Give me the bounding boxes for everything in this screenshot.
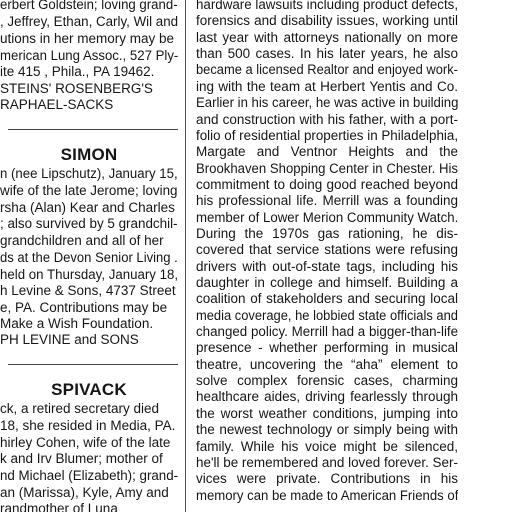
text-line: h Levine & Sons, 4737 Street <box>0 283 176 298</box>
text-line: 18, she resided in Media, PA. <box>0 418 176 433</box>
text-line: memory can be made to American Friends of <box>196 487 458 503</box>
text-line: randmother of Luna <box>0 501 118 512</box>
text-line: presence - whether performing in musical <box>196 340 458 356</box>
text-line: last year with attorneys nationally on more <box>196 29 458 45</box>
text-line: his professional life. Merrill was a founding <box>196 193 458 209</box>
text-line: Earlier in his career, he was active in building <box>196 95 458 111</box>
text-line: became a licensed Realtor and enjoyed work- <box>196 62 458 78</box>
text-line: utions in her memory may be <box>0 31 175 46</box>
text-line: During the 1970s gas rationing, he dis- <box>196 225 458 241</box>
text-line: hardware lawsuits including product defects, <box>196 0 458 12</box>
text-line: rsha (Alan) Kear and Charles <box>0 200 175 215</box>
text-line: nd Michael (Elizabeth); grand- <box>0 468 178 483</box>
funeral-home-line: STEINS' ROSENBERG'S <box>0 81 153 96</box>
text-line: solve complex forensic cases, charming <box>196 373 458 389</box>
text-line: ing with the team at Herbert Yentis and Co. <box>196 78 458 94</box>
text-line: covered that service stations were refusing <box>196 242 458 258</box>
obituary-divider <box>8 364 178 365</box>
text-line: drivers with out-of-state tags, including his <box>196 258 458 274</box>
text-line: ite 415 , Phila., PA 19462. <box>0 64 155 79</box>
text-line: n (nee Lipschutz), January 15, <box>0 166 178 181</box>
left-column <box>0 0 178 512</box>
text-line: and construction with his father, with a port- <box>196 111 458 127</box>
text-line: Make a Wish Foundation. <box>0 316 154 331</box>
text-line: ck, a retired secretary died <box>0 401 160 416</box>
text-line: daughter in college and himself. Building a <box>196 275 458 290</box>
right-column <box>196 0 458 512</box>
text-line: vices were private. Contributions in his <box>196 471 458 487</box>
text-line: held on Thursday, January 18, <box>0 267 178 282</box>
text-line: wife of the late Jerome; loving <box>0 183 178 198</box>
text-line: the worst weather conditions, jumping into <box>196 405 458 421</box>
text-line: member of Lower Merion Community Watch. <box>196 209 458 225</box>
obituary-heading: SPIVACK <box>51 380 127 399</box>
text-line: ds at the Devon Senior Living . <box>0 250 178 265</box>
text-line: merican Lung Assoc., 527 Ply- <box>0 48 178 63</box>
text-line: Brookhaven Shopping Center in Chester. His <box>196 160 458 176</box>
text-line: commitment to doing good reached beyond <box>196 176 458 192</box>
text-line: e, PA. Contributions may be <box>0 300 168 315</box>
funeral-home-line: RAPHAEL-SACKS <box>0 97 114 112</box>
text-line: he'll be remembered and loved forever. Ser- <box>196 454 458 470</box>
text-line: forensics and disability issues, working until <box>196 13 458 29</box>
text-line: k and Irv Blumer; mother of <box>0 451 163 466</box>
text-line: changed policy. Merrill had a bigger-than-life <box>196 324 458 339</box>
text-line: erbert Goldstein; loving grand- <box>0 0 178 12</box>
text-line: theatre, uncovering the “aha” element to <box>196 356 458 372</box>
text-line: the newest technology or simply being with <box>196 422 458 438</box>
column-rule <box>185 0 186 512</box>
text-line: coalition of stakeholders and securing local <box>196 291 458 307</box>
text-line: folio of residential properties in Philadelphia, <box>196 127 458 143</box>
obituary-heading: SIMON <box>60 145 118 164</box>
text-line: media coverage, he lobbied state officials and <box>196 307 458 323</box>
text-line: healthcare aides, driving fearlessly through <box>196 389 458 405</box>
funeral-home-line: PH LEVINE and SONS <box>0 332 139 347</box>
text-line: Margate and Ventnor Heights and the <box>196 144 458 160</box>
obituary-divider <box>8 129 178 130</box>
text-line: family. While his voice might be silenced, <box>196 438 458 454</box>
text-line: grandchildren and all of her <box>0 233 164 248</box>
text-line: hirley Cohen, wife of the late <box>0 435 171 450</box>
text-line: ; also survived by 5 grandchil- <box>0 216 178 231</box>
text-line: , Jeffrey, Ethan, Carly, Wil and <box>0 14 178 29</box>
text-line: an (Marissa), Kyle, Amy and <box>0 485 169 500</box>
text-line: than 500 cases. In his later years, he also <box>196 46 458 62</box>
